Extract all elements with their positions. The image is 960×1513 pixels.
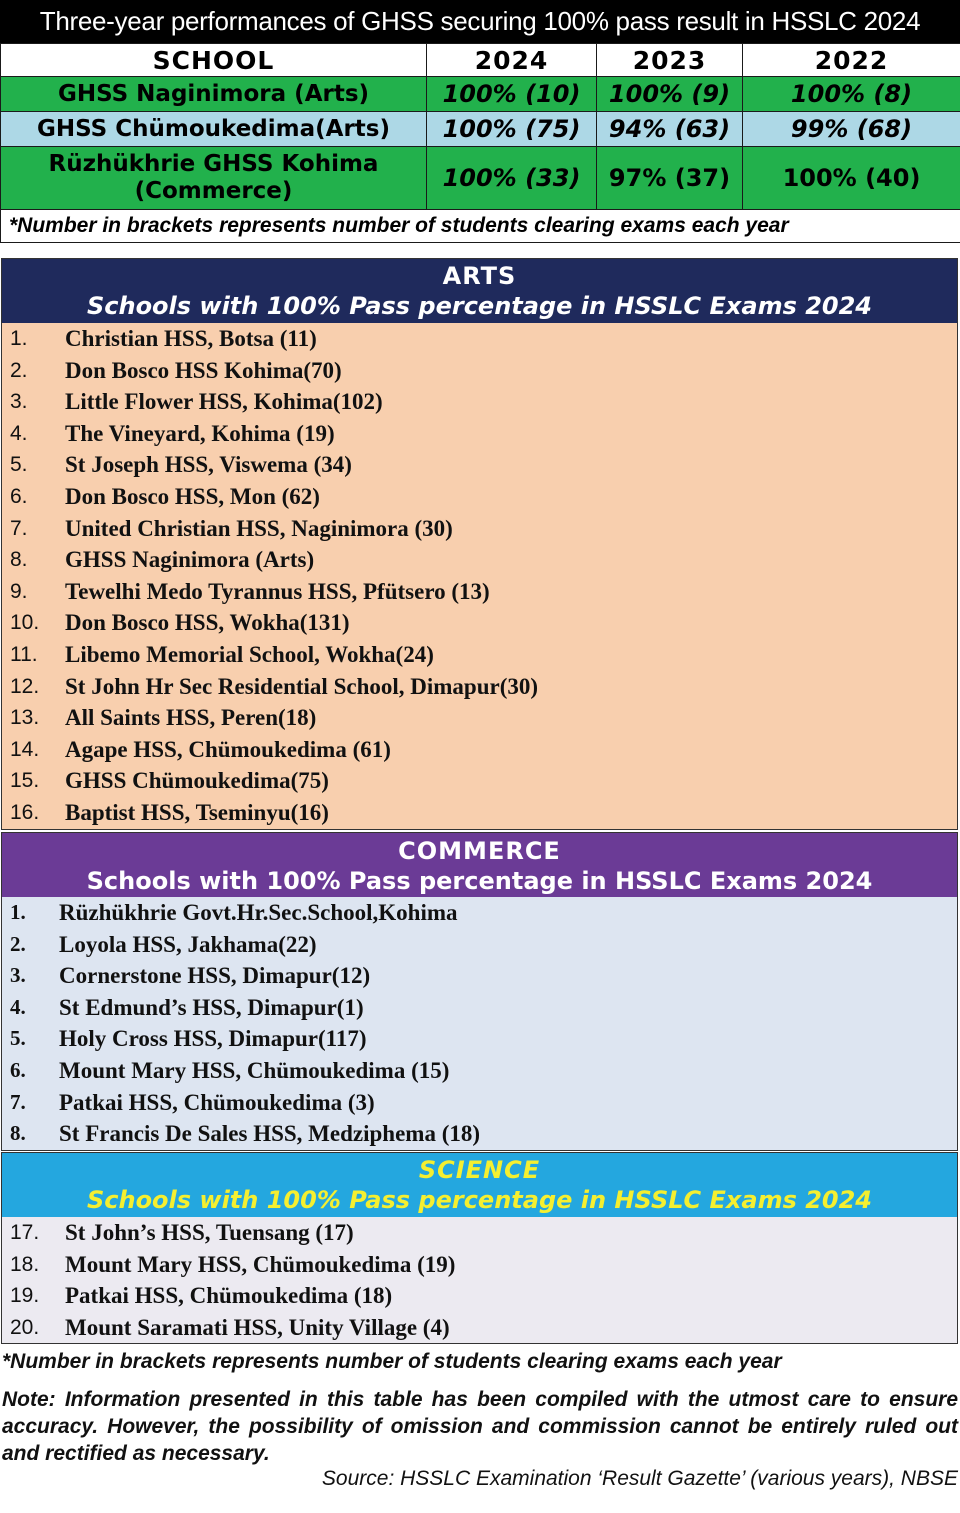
list-item: [2, 513, 957, 545]
list-item-number: 2.: [10, 358, 28, 382]
list-item-school: Little Flower HSS, Kohima(102): [65, 389, 383, 415]
list-item: [2, 418, 957, 450]
list-item-number: 14.: [10, 737, 40, 761]
value-cell-2024: 100% (10): [427, 77, 597, 112]
table-header-row: [1, 44, 960, 77]
list-item-school: Cornerstone HSS, Dimapur(12): [59, 963, 371, 989]
list-item-school: Don Bosco HSS, Wokha(131): [65, 610, 350, 636]
arts-list: [2, 323, 957, 829]
arts-section: [1, 258, 958, 830]
list-item-school: St John Hr Sec Residential School, Dimapur(30): [65, 673, 539, 699]
list-item: [2, 1023, 957, 1055]
list-item-school: All Saints HSS, Peren(18): [65, 705, 317, 731]
source-line: Source: HSSLC Examination ‘Result Gazette’ (various years), NBSE: [321, 1467, 958, 1490]
list-item-number: 19.: [10, 1284, 40, 1308]
list-item: [2, 1087, 957, 1119]
list-item: [2, 323, 957, 355]
table-row: [1, 112, 960, 147]
list-item-number: 4.: [10, 994, 26, 1019]
list-item: [2, 1312, 957, 1344]
list-item-school: Don Bosco HSS Kohima(70): [65, 357, 342, 383]
list-item-school: Mount Mary HSS, Chümoukedima (19): [65, 1251, 456, 1277]
list-item-school: Loyola HSS, Jakhama(22): [59, 931, 317, 957]
list-item-number: 15.: [10, 769, 40, 793]
school-cell: GHSS Naginimora (Arts): [1, 77, 427, 112]
science-heading: SCIENCE: [418, 1156, 541, 1184]
list-item-number: 10.: [10, 611, 40, 635]
value-cell-2022: 100% (8): [743, 77, 960, 112]
list-item: [2, 1280, 957, 1312]
list-item-school: Don Bosco HSS, Mon (62): [65, 483, 320, 509]
commerce-heading: COMMERCE: [398, 837, 561, 865]
list-item-number: 17.: [10, 1221, 40, 1244]
commerce-section: [1, 832, 958, 1151]
value-cell-2022: 99% (68): [743, 112, 960, 147]
list-item-school: Agape HSS, Chümoukedima (61): [65, 736, 391, 762]
list-item: [2, 702, 957, 734]
science-section: [1, 1152, 958, 1344]
arts-header: [2, 259, 957, 323]
list-item-school: The Vineyard, Kohima (19): [65, 420, 335, 446]
list-item-number: 4.: [10, 421, 28, 445]
value-cell-2023: 100% (9): [597, 77, 743, 112]
list-item-school: Patkai HSS, Chümoukedima (3): [59, 1089, 375, 1115]
list-item: [2, 960, 957, 992]
list-item: [2, 992, 957, 1024]
list-item-number: 8.: [10, 1121, 26, 1146]
list-item-school: St Edmund’s HSS, Dimapur(1): [59, 994, 364, 1020]
list-item-school: Patkai HSS, Chümoukedima (18): [65, 1283, 393, 1309]
list-item: [2, 639, 957, 671]
list-item-number: 6.: [10, 1057, 26, 1082]
list-item-school: St Francis De Sales HSS, Medziphema (18): [59, 1121, 481, 1147]
list-item: [2, 355, 957, 387]
list-item-school: Baptist HSS, Tseminyu(16): [65, 799, 329, 825]
list-item-number: 8.: [10, 548, 28, 572]
science-header: [2, 1153, 957, 1217]
list-item-number: 16.: [10, 800, 40, 824]
value-cell-2024: 100% (75): [427, 112, 597, 147]
list-item-number: 2.: [10, 931, 26, 956]
list-item-school: GHSS Chümoukedima(75): [65, 768, 329, 794]
list-item: [2, 544, 957, 576]
list-item-school: Mount Saramati HSS, Unity Village (4): [65, 1314, 450, 1340]
list-item-school: Holy Cross HSS, Dimapur(117): [59, 1026, 367, 1052]
list-item-number: 1.: [10, 900, 26, 924]
list-item-school: Mount Mary HSS, Chümoukedima (15): [59, 1057, 450, 1083]
column-header-2022: 2022: [743, 44, 960, 77]
list-item-number: 3.: [10, 963, 26, 988]
list-item: [2, 897, 957, 929]
table-footnote-row: [1, 210, 960, 243]
list-item: [2, 1055, 957, 1087]
list-item-school: Rüzhükhrie Govt.Hr.Sec.School,Kohima: [59, 900, 458, 925]
list-item-number: 13.: [10, 706, 40, 730]
list-item-school: St Joseph HSS, Viswema (34): [65, 452, 352, 478]
list-item: [2, 1249, 957, 1281]
commerce-list: [2, 897, 957, 1150]
table-row: [1, 147, 960, 210]
list-item-school: GHSS Naginimora (Arts): [65, 547, 315, 573]
list-item: [2, 1118, 957, 1150]
page-title: Three-year performances of GHSS securing 100% pass result in HSSLC 2024: [0, 0, 960, 43]
list-item-number: 9.: [10, 579, 28, 603]
science-subheading: Schools with 100% Pass percentage in HSSLC Exams 2024: [86, 1186, 873, 1214]
list-item: [2, 1217, 957, 1249]
value-cell-2023: 97% (37): [597, 147, 743, 210]
arts-subheading: Schools with 100% Pass percentage in HSSLC Exams 2024: [86, 292, 873, 320]
list-item-number: 7.: [10, 1089, 26, 1114]
table-footnote: *Number in brackets represents number of students clearing exams each year: [1, 210, 960, 243]
table-row: [1, 77, 960, 112]
list-item-number: 3.: [10, 390, 28, 414]
list-item-number: 11.: [10, 642, 38, 666]
list-item: [2, 797, 957, 829]
list-item-school: Christian HSS, Botsa (11): [65, 326, 317, 351]
school-cell: Rüzhükhrie GHSS Kohima (Commerce): [1, 147, 427, 210]
science-list: [2, 1217, 957, 1343]
list-item-number: 7.: [10, 516, 28, 540]
column-header-school: SCHOOL: [1, 44, 427, 77]
list-item: [2, 671, 957, 703]
bottom-footnote: *Number in brackets represents number of students clearing exams each year: [2, 1350, 782, 1373]
value-cell-2022: 100% (40): [743, 147, 960, 210]
list-item: [2, 576, 957, 608]
disclaimer-note: Note: Information presented in this table has been compiled with the utmost care to ensure accuracy. However, the possibility of omission and commission cannot be entirely ruled out and rectified as necessary.: [2, 1388, 958, 1465]
commerce-header: [2, 833, 957, 897]
commerce-subheading: Schools with 100% Pass percentage in HSSLC Exams 2024: [86, 867, 873, 895]
list-item-number: 5.: [10, 453, 28, 477]
list-item-number: 5.: [10, 1026, 26, 1051]
column-header-2024: 2024: [427, 44, 597, 77]
list-item-number: 1.: [10, 327, 28, 350]
performance-table: [0, 43, 960, 243]
list-item: [2, 386, 957, 418]
list-item-school: Tewelhi Medo Tyrannus HSS, Pfütsero (13): [65, 578, 490, 604]
list-item: [2, 449, 957, 481]
list-item: [2, 607, 957, 639]
list-item-school: Libemo Memorial School, Wokha(24): [65, 641, 434, 667]
list-item-number: 6.: [10, 484, 28, 508]
list-item-number: 12.: [10, 674, 40, 698]
list-item: [2, 734, 957, 766]
list-item-school: United Christian HSS, Naginimora (30): [65, 515, 453, 541]
list-item-school: St John’s HSS, Tuensang (17): [65, 1220, 354, 1245]
list-item-number: 18.: [10, 1252, 40, 1276]
list-item: [2, 765, 957, 797]
school-cell: GHSS Chümoukedima(Arts): [1, 112, 427, 147]
value-cell-2023: 94% (63): [597, 112, 743, 147]
column-header-2023: 2023: [597, 44, 743, 77]
list-item: [2, 481, 957, 513]
list-item-number: 20.: [10, 1315, 40, 1339]
value-cell-2024: 100% (33): [427, 147, 597, 210]
arts-heading: ARTS: [442, 262, 517, 290]
list-item: [2, 929, 957, 961]
